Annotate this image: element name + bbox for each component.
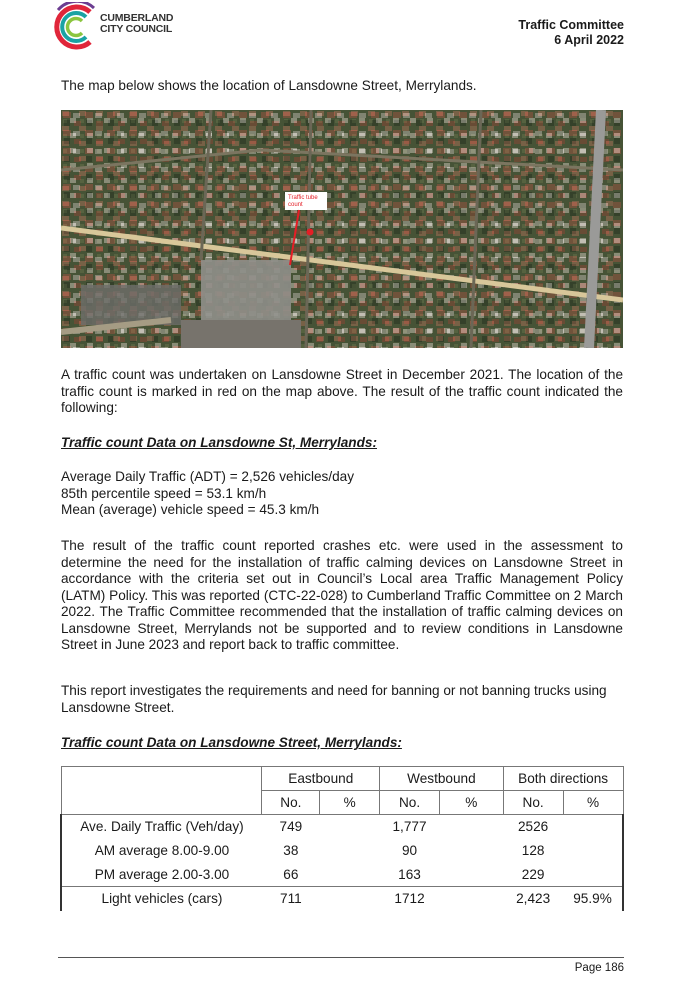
paragraph-report-scope: This report investigates the requirements and need for banning or not banning trucks using Lansdowne Street. — [61, 683, 607, 715]
table-cell — [320, 863, 380, 887]
table-row-label: Light vehicles (cars) — [61, 887, 262, 911]
table-header-row — [61, 767, 623, 791]
document-header — [518, 18, 624, 48]
table-subheader-cell: % — [439, 791, 503, 815]
table-cell: 2526 — [518, 819, 549, 835]
table-cell: 1712 — [380, 887, 440, 911]
table-row-label: AM average 8.00-9.00 — [61, 839, 262, 863]
table-cell: 66 — [283, 866, 299, 882]
table-cell — [439, 815, 503, 839]
table-subheader-cell: % — [563, 791, 623, 815]
map-label-line1: Traffic tube — [288, 195, 318, 201]
paragraph-assessment: The result of the traffic count reported crashes etc. were used in the assessment to determine the need for the installation of traffic calming devices on Lansdowne Street in accordance with the criteria set out in Council’s Local area Traffic Management Policy (LATM) Policy. This was reported (CTC-22-028) to Cumberland Traffic Committee on 2 March 2022. The Traffic Committee recommended that the installation of traffic calming devices on Lansdowne Street, Merrylands not be supported and to review conditions in Lansdowne Street in June 2023 and report back to traffic committee. — [61, 538, 623, 652]
council-name-line2: CITY COUNCIL — [100, 23, 173, 35]
aerial-map-image — [61, 110, 623, 348]
stat-adt: Average Daily Traffic (ADT) = 2,526 vehicles/day — [61, 469, 355, 484]
table-cell — [439, 839, 503, 863]
table-row — [61, 863, 623, 887]
table-subheader-cell: No. — [380, 791, 440, 815]
heading-traffic-data-st: Traffic count Data on Lansdowne St, Merrylands: — [61, 435, 377, 450]
council-name — [100, 13, 173, 35]
table-row-label: PM average 2.00-3.00 — [61, 863, 262, 887]
table-row — [61, 887, 623, 911]
table-row — [61, 815, 623, 839]
table-cell — [320, 887, 380, 911]
footer-divider — [58, 957, 624, 958]
table-corner-cell — [61, 767, 262, 791]
table-cell: 2,423 — [503, 887, 563, 911]
table-row-label: Ave. Daily Traffic (Veh/day) — [61, 815, 262, 839]
table-cell: 1,777 — [392, 819, 427, 835]
traffic-count-marker-icon — [307, 229, 314, 236]
table-cell — [563, 815, 623, 839]
heading-traffic-data-street: Traffic count Data on Lansdowne Street, Merrylands: — [61, 735, 402, 750]
table-cell: 163 — [398, 866, 421, 882]
traffic-count-table — [60, 766, 624, 911]
council-name-line1: CUMBERLAND — [100, 12, 174, 24]
table-cell: 90 — [401, 843, 418, 858]
table-cell: 38 — [283, 843, 299, 858]
table-cell: 128 — [521, 843, 545, 858]
stat-mean-speed: Mean (average) vehicle speed = 45.3 km/h — [61, 502, 320, 517]
table-group-both: Both directions — [503, 767, 623, 791]
aerial-map — [61, 110, 623, 348]
table-corner-cell — [61, 791, 262, 815]
table-cell: 711 — [262, 887, 320, 911]
table-group-westbound: Westbound — [380, 767, 504, 791]
table-subheader-row — [61, 791, 623, 815]
table-group-eastbound: Eastbound — [262, 767, 380, 791]
table-cell — [320, 815, 380, 839]
table-row — [61, 839, 623, 863]
table-subheader-cell: No. — [503, 791, 563, 815]
meeting-date: 6 April 2022 — [554, 33, 624, 47]
table-cell — [563, 863, 623, 887]
table-cell — [563, 839, 623, 863]
traffic-stats — [61, 469, 623, 519]
page-number: Page 186 — [574, 962, 624, 974]
table-cell: 95.9% — [563, 887, 623, 911]
table-cell — [439, 887, 503, 911]
intro-text: The map below shows the location of Lansdowne Street, Merrylands. — [61, 78, 477, 93]
table-cell: 749 — [279, 819, 303, 835]
table-cell: 229 — [521, 866, 545, 882]
council-logo-icon — [50, 2, 102, 52]
map-label-line2: count — [288, 202, 303, 208]
table-subheader-cell: % — [320, 791, 380, 815]
stat-85th-speed: 85th percentile speed = 53.1 km/h — [61, 485, 267, 501]
paragraph-traffic-count: A traffic count was undertaken on Lansdowne Street in December 2021. The location of the traffic count is marked in red on the map above. The result of the traffic count indicated the following: — [61, 367, 623, 415]
table-subheader-cell: No. — [262, 791, 320, 815]
committee-title: Traffic Committee — [518, 18, 624, 32]
table-cell — [320, 839, 380, 863]
table-cell — [439, 863, 503, 887]
